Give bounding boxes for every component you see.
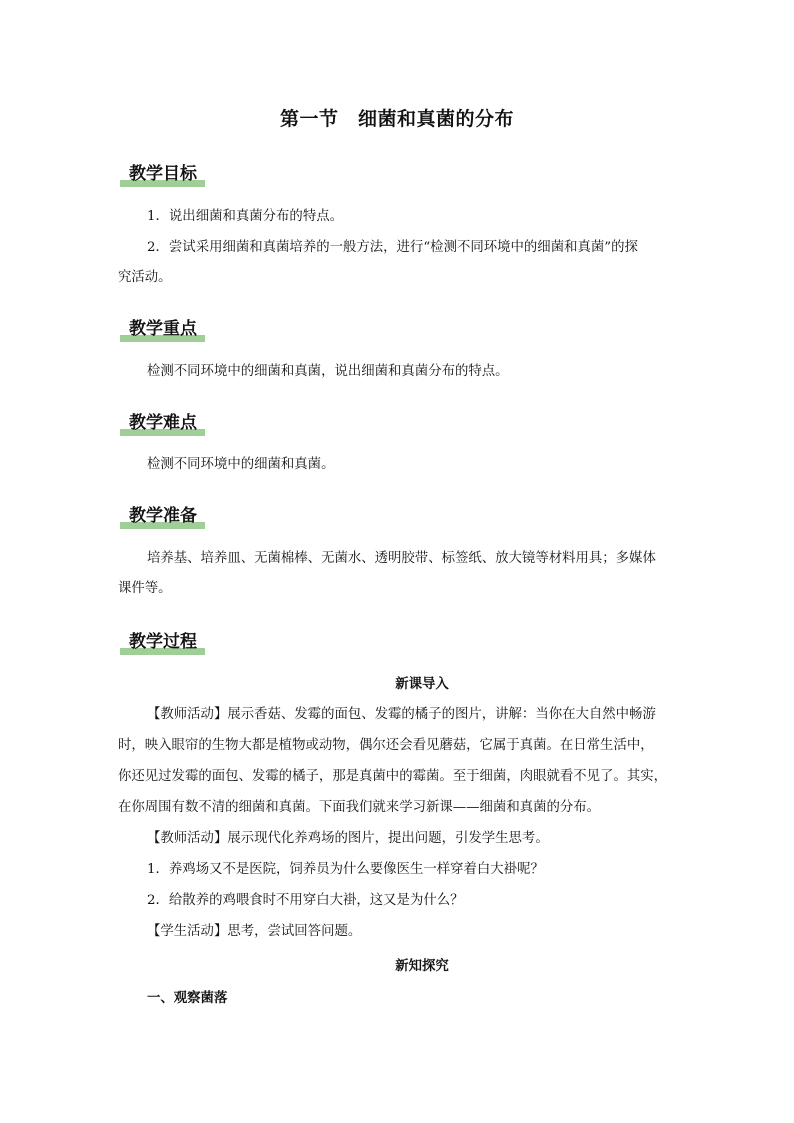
process-line-7: 2．给散养的鸡喂食时不用穿白大褂，这又是为什么？ [147,893,464,908]
key-line-1: 检测不同环境中的细菌和真菌，说出细菌和真菌分布的特点。 [147,364,509,379]
process-line-3: 你还见过发霉的面包、发霉的橘子，那是真菌中的霉菌。至于细菌，肉眼就看不见了。其实， [118,769,668,784]
process-line-5: 【教师活动】展示现代化养鸡场的图片，提出问题，引发学生思考。 [147,831,549,846]
heading-difficult-points: 教学难点 [120,412,205,436]
goal-line-3: 究活动。 [118,270,172,285]
intro-subtitle: 新课导入 [395,676,449,692]
goal-line-1: 1．说出细菌和真菌分布的特点。 [147,209,343,224]
prep-line-1: 培养基、培养皿、无菌棉棒、无菌水、透明胶带、标签纸、放大镜等材料用具；多媒体 [147,551,656,566]
process-line-1: 【教师活动】展示香菇、发霉的面包、发霉的橘子的图片，讲解：当你在大自然中畅游 [147,707,656,722]
prep-line-2: 课件等。 [118,581,172,596]
heading-key-points: 教学重点 [120,318,205,342]
process-line-2: 时，映入眼帘的生物大都是植物或动物，偶尔还会看见蘑菇，它属于真菌。在日常生活中， [118,738,654,753]
heading-goals: 教学目标 [120,163,205,187]
explore-subtitle: 新知探究 [395,958,449,974]
page-title: 第一节 细菌和真菌的分布 [279,108,514,130]
heading-process: 教学过程 [120,631,205,655]
goal-line-2: 2．尝试采用细菌和真菌培养的一般方法，进行“检测不同环境中的细菌和真菌”的探 [147,240,638,255]
process-line-8: 【学生活动】思考，尝试回答问题。 [147,924,362,939]
process-line-4: 在你周围有数不清的细菌和真菌。下面我们就来学习新课——细菌和真菌的分布。 [118,800,601,815]
heading-preparation: 教学准备 [120,505,205,529]
process-line-6: 1．养鸡场又不是医院，饲养员为什么要像医生一样穿着白大褂呢？ [147,862,544,877]
difficult-line-1: 检测不同环境中的细菌和真菌。 [147,457,335,472]
observe-colony-heading: 一、观察菌落 [147,990,228,1006]
